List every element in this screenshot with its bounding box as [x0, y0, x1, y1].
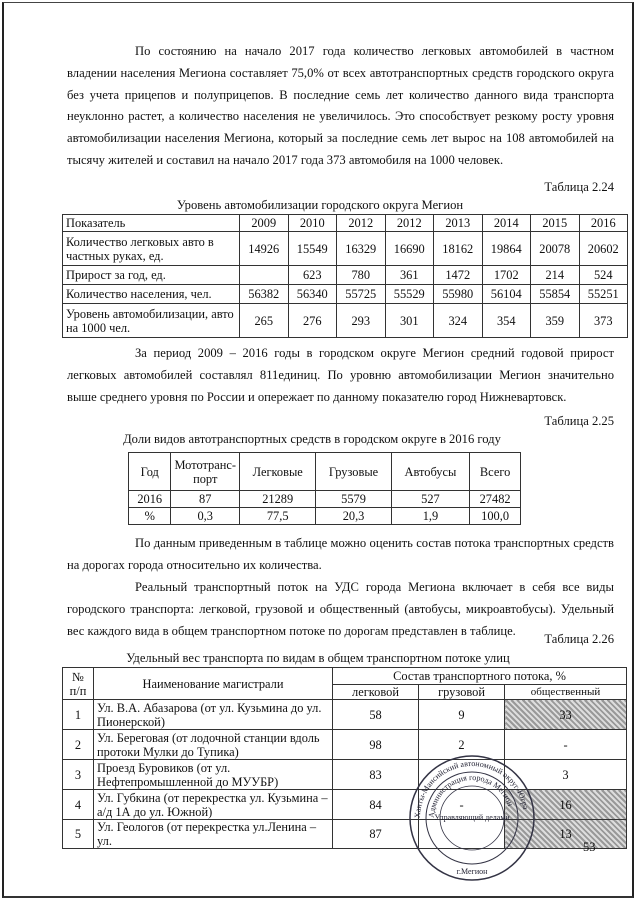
official-stamp [402, 752, 542, 884]
table-2-26-title: Удельный вес транспорта по видам в общем транспортном потоке улиц [126, 651, 510, 665]
header-cell: 2015 [531, 215, 580, 232]
cell: 276 [288, 304, 337, 338]
cell: 354 [482, 304, 531, 338]
cell: Проезд Буровиков (от ул. Нефтепромышленной до МУУБР) [94, 760, 333, 790]
table-header-row [63, 668, 627, 685]
stamp-center-text: Управляющий делами [434, 813, 510, 822]
cell: 16329 [337, 232, 386, 266]
table-header-row [129, 453, 521, 491]
header-cell: Грузовые [316, 453, 391, 491]
cell: 4 [63, 790, 94, 820]
cell: 56104 [482, 285, 531, 304]
cell: 21289 [240, 491, 316, 508]
page-number: 53 [583, 840, 596, 854]
cell: - [419, 790, 505, 820]
cell [240, 266, 289, 285]
cell: 16 [505, 790, 627, 820]
header-cell: 2014 [482, 215, 531, 232]
paragraph-3 [67, 533, 614, 577]
table-row [63, 285, 628, 304]
table-2-26 [62, 667, 627, 849]
stamp-outer-text: Ханты-Мансийский автономный округ-Югра [412, 758, 531, 819]
stamp-inner-text: Администрация города Мегион [426, 772, 515, 819]
cell: 55854 [531, 285, 580, 304]
header-group: Состав транспортного потока, % [333, 668, 627, 685]
cell: 14926 [240, 232, 289, 266]
cell: 5579 [316, 491, 391, 508]
cell: 2 [419, 730, 505, 760]
cell: 2016 [129, 491, 171, 508]
cell: % [129, 508, 171, 525]
header-cell: 2013 [434, 215, 483, 232]
table-row [129, 508, 521, 525]
cell: 58 [333, 700, 419, 730]
table-row [63, 700, 627, 730]
cell: 19864 [482, 232, 531, 266]
cell: 20078 [531, 232, 580, 266]
table-row [129, 491, 521, 508]
paragraph-text: За период 2009 – 2016 годы в городском округе Мегион средний годовой прирост легковых автомобилей составлял 811единиц. По уровню автомобилизации Мегион значительно выше среднего уровня по России и опережает по данному показателю город Нижневартовск. [67, 346, 614, 404]
subheader-cell: грузовой [419, 685, 505, 700]
cell: 780 [337, 266, 386, 285]
paragraph-text: Реальный транспортный поток на УДС города Мегиона включает в себя все виды городского транспорта: легковой, грузовой и общественный (автобусы, микроавтобусы). Удельный вес каждого вида в общем транспортном потоке по дорогам представлен в таблице. [67, 580, 614, 638]
row-label: Прирост за год, ед. [63, 266, 240, 285]
header-cell: Мототранс-порт [171, 453, 240, 491]
subheader-cell: легковой [333, 685, 419, 700]
svg-text:Администрация города Мегион [427, 773, 515, 818]
table-2-24-title: Уровень автомобилизации городского округа Мегион [176, 198, 464, 212]
cell: 5 [63, 820, 94, 849]
cell: 83 [333, 760, 419, 790]
header-cell: 2012 [337, 215, 386, 232]
row-label: Количество населения, чел. [63, 285, 240, 304]
table-2-24 [62, 214, 628, 338]
header-cell: Всего [470, 453, 521, 491]
cell: 100,0 [470, 508, 521, 525]
cell: 1702 [482, 266, 531, 285]
cell: 527 [391, 491, 470, 508]
header-number: № п/п [63, 668, 94, 700]
cell: 84 [333, 790, 419, 820]
cell: 9 [419, 700, 505, 730]
header-name: Наименование магистрали [94, 668, 333, 700]
table-row [63, 304, 628, 338]
header-cell: Показатель [63, 215, 240, 232]
paragraph-text: По состоянию на начало 2017 года количество легковых автомобилей в частном владении населения Мегиона составляет 75,0% от всех автотранспортных средств городского округа без учета прицепов и полуприцепов. В последние семь лет количество данного вида транспорта неуклонно растет, а количество населения не увеличилось. Это способствует резкому росту уровня автомобилизации населения Мегиона, который за последние семь лет вырос на 108 автомобилей на тысячу жителей и составил на начало 2017 года 373 автомобиля на 1000 человек. [67, 44, 614, 167]
header-cell: 2010 [288, 215, 337, 232]
cell: 87 [171, 491, 240, 508]
cell: 361 [385, 266, 434, 285]
cell: 98 [333, 730, 419, 760]
cell: 324 [434, 304, 483, 338]
cell: 15549 [288, 232, 337, 266]
header-cell: Автобусы [391, 453, 470, 491]
cell: 27482 [470, 491, 521, 508]
cell: 359 [531, 304, 580, 338]
table-2-26-label: Таблица 2.26 [544, 632, 614, 646]
cell: Ул. Береговая (от лодочной станции вдоль протоки Мулки до Тупика) [94, 730, 333, 760]
cell: 373 [579, 304, 628, 338]
cell: 524 [579, 266, 628, 285]
subheader-cell: общественный [505, 685, 627, 700]
cell: 214 [531, 266, 580, 285]
cell: 1,9 [391, 508, 470, 525]
cell: 2 [63, 730, 94, 760]
cell: Ул. В.А. Абазарова (от ул. Кузьмина до ул. Пионерской) [94, 700, 333, 730]
cell: 301 [385, 304, 434, 338]
table-row [63, 232, 628, 266]
table-2-24-label: Таблица 2.24 [544, 180, 614, 194]
table-row [63, 266, 628, 285]
paragraph-text: По данным приведенным в таблице можно оценить состав потока транспортных средств на дорогах города относительно их количества. [67, 536, 614, 572]
cell: Ул. Геологов (от перекрестка ул.Ленина – ул. [94, 820, 333, 849]
cell: 1 [63, 700, 94, 730]
cell: Ул. Губкина (от перекрестка ул. Кузьмина – а/д 1А до ул. Южной) [94, 790, 333, 820]
stamp-bottom-text: г.Мегион [456, 867, 488, 876]
header-cell: 2012 [385, 215, 434, 232]
header-cell: 2016 [579, 215, 628, 232]
cell: 1472 [434, 266, 483, 285]
cell: 16690 [385, 232, 434, 266]
header-cell: Легковые [240, 453, 316, 491]
cell: 33 [505, 700, 627, 730]
cell: 87 [333, 820, 419, 849]
cell: 56340 [288, 285, 337, 304]
paragraph-4 [67, 577, 614, 642]
paragraph-2 [67, 343, 614, 408]
cell: 0,3 [171, 508, 240, 525]
header-cell: 2009 [240, 215, 289, 232]
cell: 55529 [385, 285, 434, 304]
paragraph-1 [67, 41, 614, 172]
table-2-25-label: Таблица 2.25 [544, 414, 614, 428]
cell: 18162 [434, 232, 483, 266]
cell: 293 [337, 304, 386, 338]
cell: 55725 [337, 285, 386, 304]
cell: - [505, 730, 627, 760]
cell: 265 [240, 304, 289, 338]
cell: 77,5 [240, 508, 316, 525]
cell: 20,3 [316, 508, 391, 525]
table-2-25 [128, 452, 521, 525]
cell: 55251 [579, 285, 628, 304]
header-cell: Год [129, 453, 171, 491]
cell: 56382 [240, 285, 289, 304]
cell: 20602 [579, 232, 628, 266]
table-header-row [63, 215, 628, 232]
cell: 3 [63, 760, 94, 790]
cell: 623 [288, 266, 337, 285]
table-2-25-title: Доли видов автотранспортных средств в городском округе в 2016 году [123, 432, 501, 446]
row-label: Уровень автомобилизации, авто на 1000 чел. [63, 304, 240, 338]
cell: 55980 [434, 285, 483, 304]
cell: 13 [505, 820, 627, 849]
cell: 3 [505, 760, 627, 790]
row-label: Количество легковых авто в частных руках, ед. [63, 232, 240, 266]
